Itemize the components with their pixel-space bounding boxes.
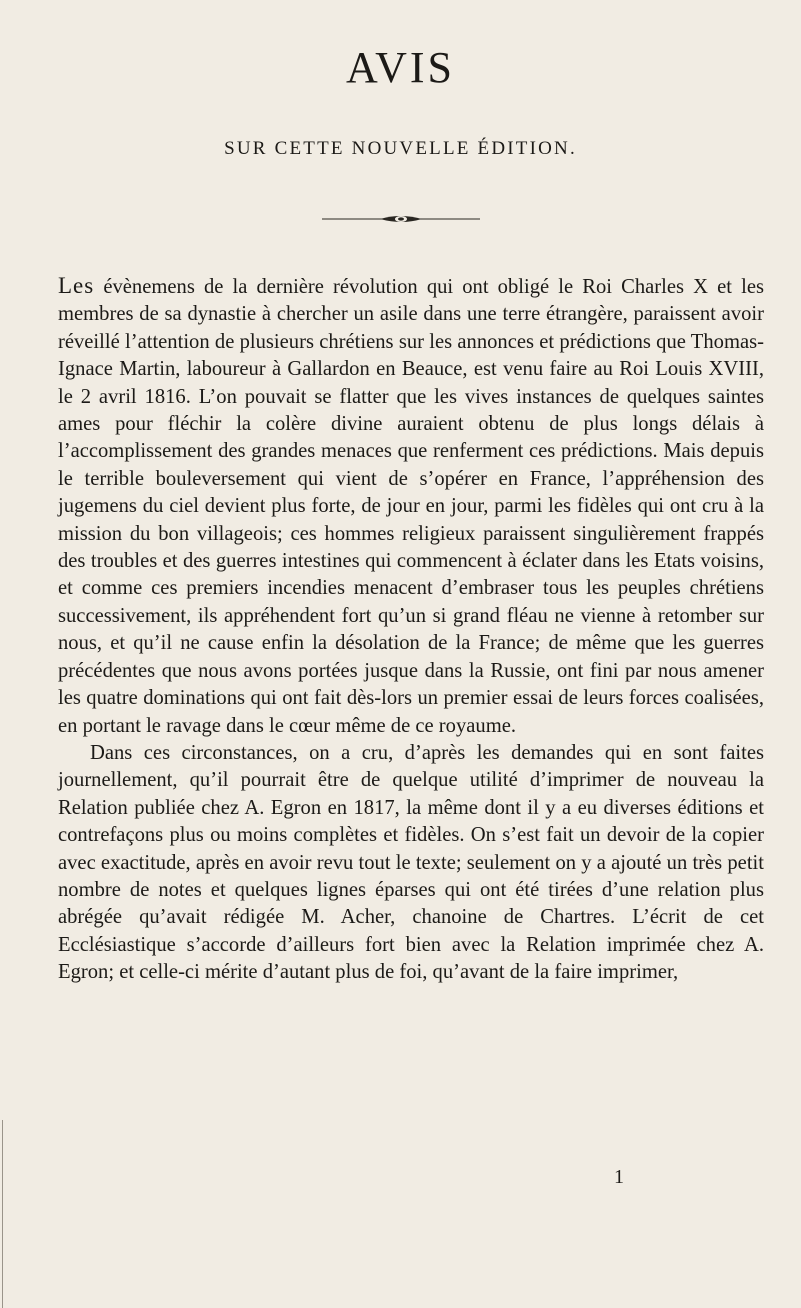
ornamental-rule	[322, 214, 480, 224]
page-title: AVIS	[345, 43, 455, 92]
paragraph-1-text: évènemens de la dernière révolution qui ont obligé le Roi Charles X et les membres de sa dynastie à chercher un asile dans une terre étrangère, paraissent avoir réveillé l’attention de plusieurs chrétiens sur les annonces et prédictions que Thomas-Ignace Martin, laboureur à Gallardon en Beauce, est venu faire au Roi Louis XVIII, le 2 avril 1816. L’on pouvait se flatter que les vives instances de quelques saintes ames pour fléchir la colère divine auraient obtenu de plus longs délais à l’accomplissement des grandes menaces que renferment ces prédictions. Mais depuis le terrible bouleversement qui vient de s’opérer en France, l’appréhension des jugemens du ciel devient plus forte, de jour en jour, parmi les fidèles qui ont cru à la mission du bon villageois; ces hommes religieux paraissent singulièrement frappés des troubles et des guerres intestines qui commencent à éclater dans les Etats voisins, et comme ces premiers incendies menacent d’embraser tous les peuples chrétiens successivement, ils appréhendent fort qu’un si grand fléau ne vienne à retomber sur nous, et qu’il ne cause enfin la désolation de la France; de même que les guerres précédentes que nous avons portées jusque dans la Russie, ont fini par nous amener les quatre dominations qui ont fait dès-lors un premier essai de leurs forces coalisées, en portant le ravage dans le cœur même de ce royaume.	[58, 276, 764, 737]
body-text	[58, 272, 764, 987]
page-subtitle: SUR CETTE NOUVELLE ÉDITION.	[224, 138, 577, 159]
lead-word: Les	[58, 273, 95, 298]
margin-edge-line	[2, 1120, 3, 1308]
signature-mark: 1	[614, 1166, 624, 1188]
paragraph-1	[58, 272, 764, 740]
paragraph-2: Dans ces circonstances, on a cru, d’après les demandes qui en sont faites journellement, qu’il pourrait être de quelque utilité d’imprimer de nouveau la Relation publiée chez A. Egron en 1817, la même dont il y a eu diverses éditions et contrefaçons plus ou moins complètes et fidèles. On s’est fait un devoir de la copier avec exactitude, après en avoir revu tout le texte; seulement on y a ajouté un très petit nombre de notes et quelques lignes éparses qui ont été tirées d’une relation plus abrégée qu’avait rédigée M. Acher, chanoine de Chartres. L’écrit de cet Ecclésiastique s’accorde d’ailleurs fort bien avec la Relation imprimée chez A. Egron; et celle-ci mérite d’autant plus de foi, qu’avant de la faire imprimer,	[58, 741, 764, 984]
